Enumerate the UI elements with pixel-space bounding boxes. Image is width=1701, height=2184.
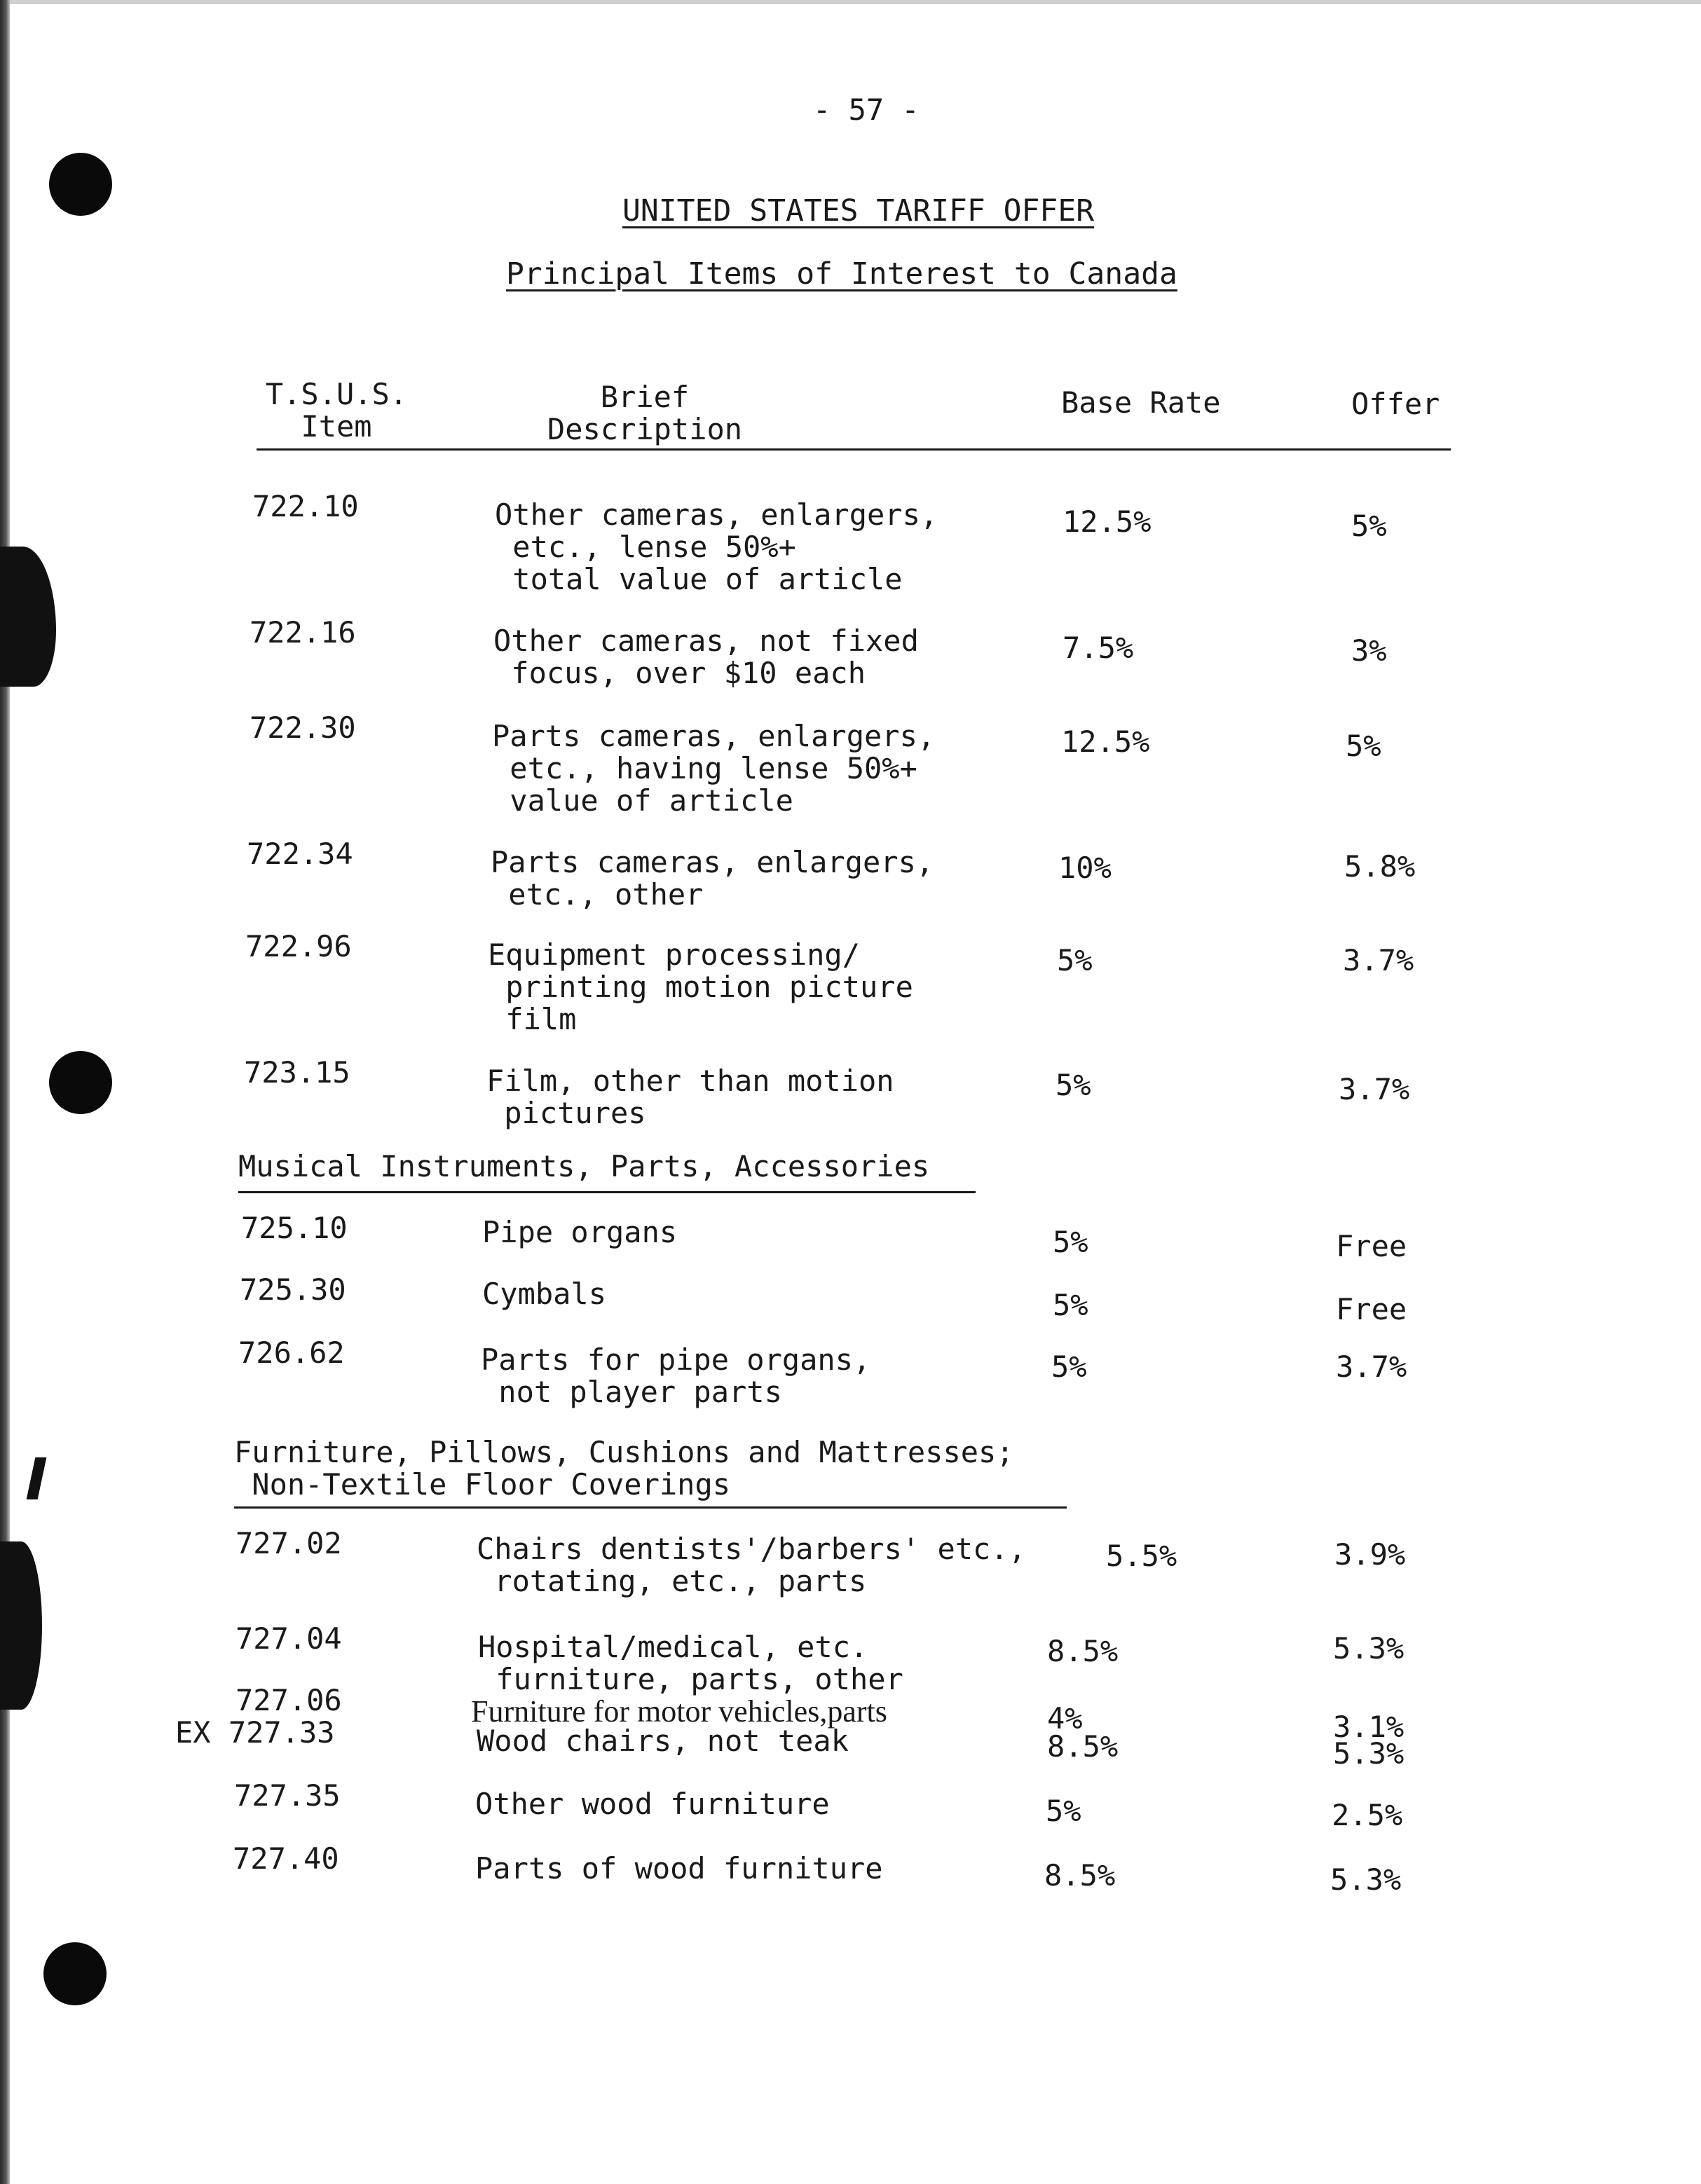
- section-heading-musical: Musical Instruments, Parts, Accessories: [238, 1149, 930, 1183]
- table-row-base-rate: 5%: [1057, 943, 1093, 977]
- table-row-base-rate: 8.5%: [1044, 1858, 1116, 1893]
- column-header-base-rate: Base Rate: [1061, 385, 1221, 420]
- document-subtitle: Principal Items of Interest to Canada: [506, 256, 1177, 291]
- table-row-item: 725.30: [240, 1272, 346, 1307]
- table-row-description: Parts cameras, enlargers, etc., other: [491, 845, 934, 912]
- table-row-item: 723.15: [244, 1055, 350, 1090]
- section-rule: [234, 1506, 1067, 1509]
- table-row-description: Film, other than motion pictures: [486, 1064, 894, 1130]
- top-scan-edge: [0, 0, 1701, 4]
- table-row-description: Parts of wood furniture: [475, 1851, 883, 1886]
- table-row-offer: Free: [1336, 1229, 1407, 1263]
- table-row-base-rate: 8.5%: [1047, 1634, 1119, 1668]
- table-row-description: Equipment processing/ printing motion picture film: [488, 938, 913, 1036]
- table-row-offer: 5%: [1346, 729, 1381, 763]
- table-row-description: Parts cameras, enlargers, etc., having lense 50%+ value of article: [492, 719, 936, 818]
- table-row-base-rate: 5%: [1053, 1288, 1088, 1322]
- table-row-base-rate: 12.5%: [1063, 504, 1152, 539]
- table-row-base-rate: 8.5%: [1047, 1729, 1119, 1764]
- header-rule: [257, 448, 1451, 451]
- table-row-base-rate: 12.5%: [1061, 724, 1150, 759]
- table-row-base-rate: 5%: [1053, 1225, 1088, 1259]
- table-row-item: 722.30: [250, 710, 356, 745]
- table-row-description: Chairs dentists'/barbers' etc., rotating, etc., parts: [477, 1532, 1026, 1598]
- table-row-item: 727.06: [235, 1683, 342, 1717]
- table-row-base-rate: 5.5%: [1106, 1539, 1177, 1573]
- left-scan-edge: [0, 0, 10, 2184]
- column-header-description: Brief Description: [547, 380, 743, 446]
- table-row-offer: 5%: [1351, 509, 1387, 543]
- table-row-offer: 3%: [1351, 633, 1387, 668]
- table-row-base-rate: 5%: [1056, 1068, 1091, 1102]
- table-row-base-rate: 4%: [1047, 1701, 1083, 1736]
- section-heading-furniture: Furniture, Pillows, Cushions and Mattresses; Non-Textile Floor Coverings: [234, 1435, 1014, 1502]
- table-row-item: 722.16: [250, 615, 356, 650]
- punch-hole: [49, 153, 112, 216]
- table-row-description: Other cameras, enlargers, etc., lense 50%+ total value of article: [495, 497, 938, 596]
- section-rule: [238, 1191, 976, 1193]
- table-row-description: Wood chairs, not teak: [477, 1724, 849, 1758]
- scan-smudge: [0, 547, 56, 687]
- table-row-description: Parts for pipe organs, not player parts: [481, 1342, 871, 1409]
- table-row-item: 726.62: [238, 1335, 345, 1370]
- column-header-item: T.S.U.S. Item: [265, 377, 408, 444]
- table-row-base-rate: 7.5%: [1063, 631, 1134, 665]
- table-row-item: 722.10: [252, 489, 359, 523]
- table-row-base-rate: 5%: [1051, 1349, 1087, 1384]
- table-row-base-rate: 10%: [1058, 851, 1112, 885]
- table-row-base-rate: 5%: [1046, 1794, 1081, 1828]
- table-row-offer: Free: [1336, 1292, 1407, 1326]
- scan-smudge: [0, 1541, 42, 1710]
- punch-hole: [43, 1942, 107, 2005]
- table-row-offer: 5.3%: [1333, 1631, 1405, 1666]
- table-row-offer: 5.8%: [1344, 849, 1416, 884]
- table-row-description: Hospital/medical, etc. furniture, parts, other: [478, 1630, 903, 1696]
- table-row-description: Furniture for motor vehicles,parts: [471, 1694, 887, 1729]
- column-header-offer: Offer: [1351, 387, 1440, 421]
- table-row-offer: 3.7%: [1339, 1072, 1410, 1106]
- table-row-item: 725.10: [241, 1211, 348, 1245]
- table-row-offer: 2.5%: [1332, 1798, 1403, 1832]
- table-row-item: 727.40: [233, 1841, 339, 1876]
- table-row-description: Other cameras, not fixed focus, over $10 each: [493, 624, 919, 690]
- table-row-offer: 5.3%: [1330, 1862, 1402, 1897]
- scan-mark: [27, 1457, 47, 1499]
- table-row-offer: 3.7%: [1336, 1349, 1407, 1384]
- table-row-item: 722.96: [245, 929, 352, 963]
- document-title: UNITED STATES TARIFF OFFER: [622, 193, 1095, 228]
- punch-hole: [49, 1051, 112, 1114]
- page-number: - 57 -: [813, 92, 920, 127]
- table-row-description: Cymbals: [482, 1277, 607, 1311]
- table-row-offer: 3.9%: [1334, 1537, 1406, 1572]
- table-row-item: 727.02: [235, 1526, 342, 1560]
- table-row-offer: 5.3%: [1333, 1736, 1405, 1771]
- table-row-item: 727.35: [234, 1778, 341, 1813]
- table-row-offer: 3.1%: [1333, 1710, 1405, 1744]
- table-row-offer: 3.7%: [1343, 943, 1414, 977]
- table-row-description: Pipe organs: [482, 1215, 678, 1249]
- table-row-item: EX 727.33: [175, 1715, 335, 1750]
- table-row-item: 722.34: [247, 837, 353, 871]
- table-row-item: 727.04: [235, 1621, 342, 1656]
- table-row-description: Other wood furniture: [475, 1787, 830, 1821]
